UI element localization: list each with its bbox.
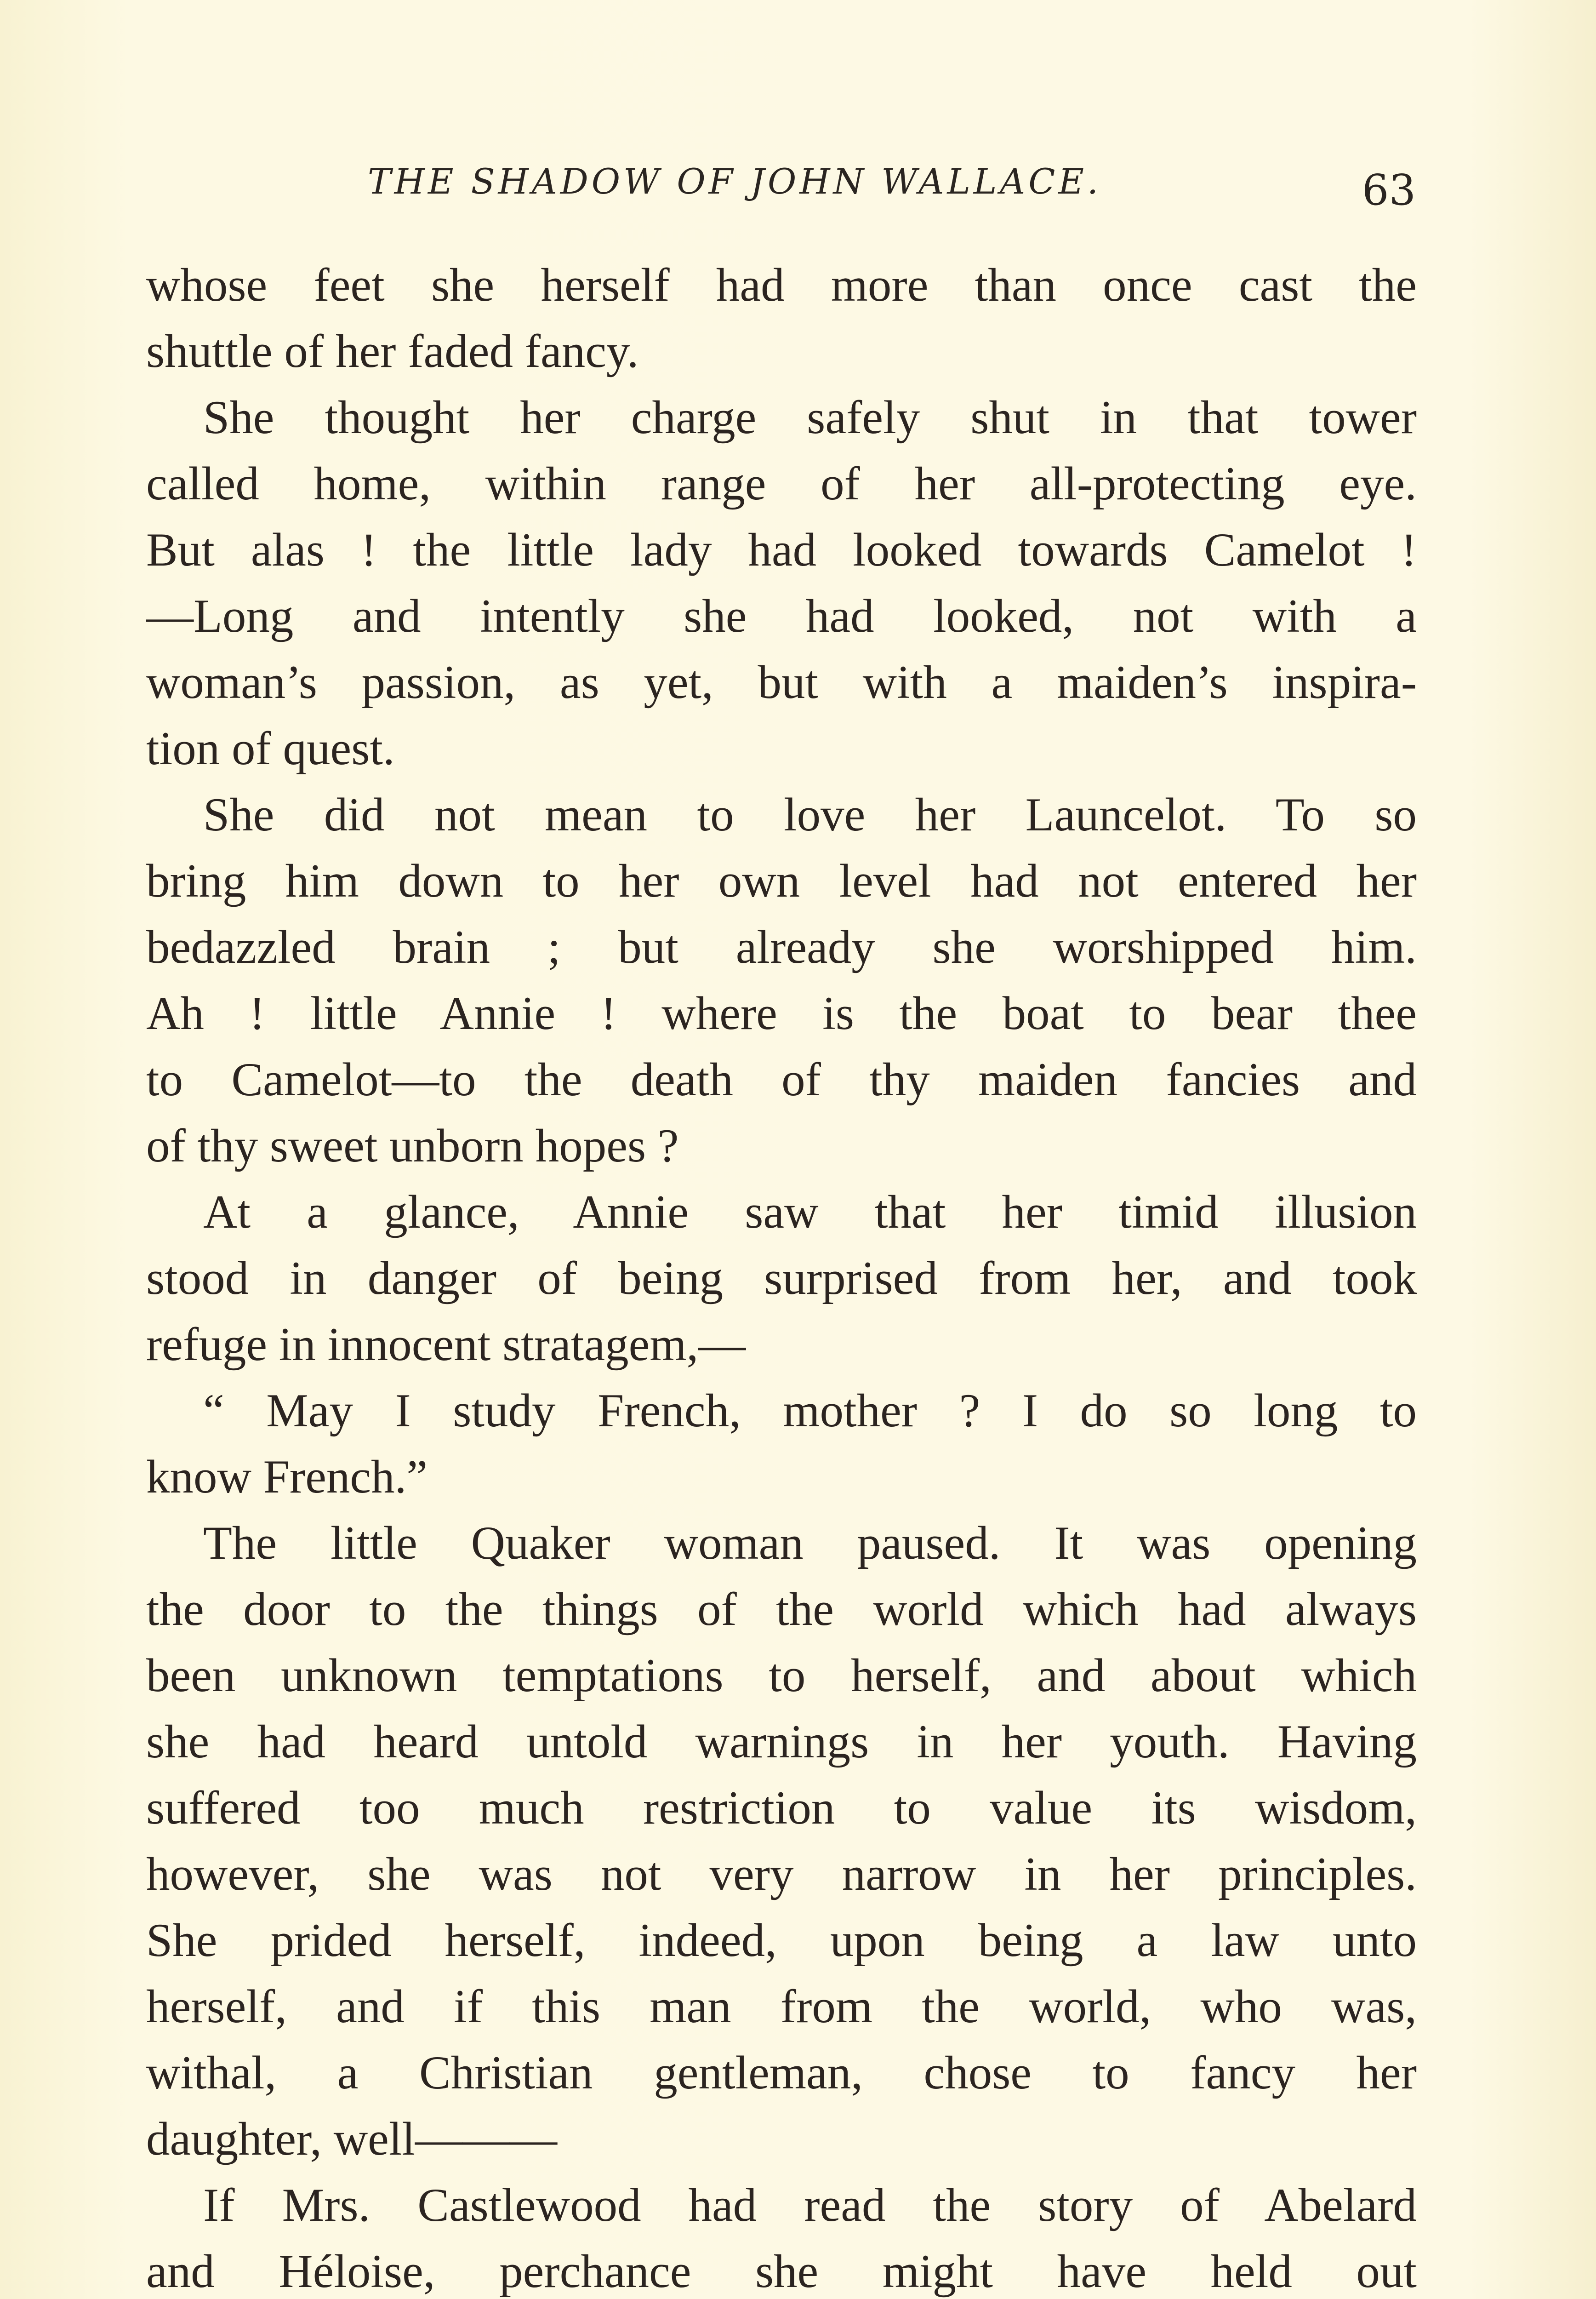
text-line: whose feet she herself had more than once cast the — [146, 259, 1417, 311]
text-line: refuge in innocent stratagem,— — [146, 1318, 746, 1371]
text-line: stood in danger of being surprised from her, and took — [146, 1252, 1417, 1304]
text-line: called home, within range of her all-protecting eye. — [146, 458, 1417, 510]
text-line: to Camelot—to the death of thy maiden fancies and — [146, 1053, 1417, 1106]
text-line: shuttle of her faded fancy. — [146, 325, 639, 377]
text-line: bring him down to her own level had not entered her — [146, 855, 1417, 907]
running-head — [147, 161, 1416, 216]
page-number: 63 — [1362, 166, 1416, 215]
text-line: the door to the things of the world which had always — [146, 1583, 1417, 1636]
text-line: She did not mean to love her Launcelot. To so — [203, 789, 1417, 841]
body-text — [146, 252, 1417, 2299]
text-line: Ah ! little Annie ! where is the boat to bear thee — [146, 987, 1417, 1040]
running-title: THE SHADOW OF JOHN WALLACE. — [368, 161, 1102, 202]
text-line: She prided herself, indeed, upon being a law unto — [146, 1914, 1417, 1967]
text-line: been unknown temptations to herself, and about which — [146, 1649, 1417, 1702]
text-line: If Mrs. Castlewood had read the story of Abelard — [203, 2179, 1417, 2231]
text-line: of thy sweet unborn hopes ? — [146, 1120, 679, 1172]
text-line: she had heard untold warnings in her youth. Having — [146, 1716, 1417, 1768]
text-line: “ May I study French, mother ? I do so long to — [203, 1384, 1417, 1437]
text-line: and Héloise, perchance she might have held out — [146, 2245, 1417, 2298]
text-line: know French.” — [146, 1451, 428, 1503]
text-line: bedazzled brain ; but already she worshipped him. — [146, 921, 1417, 973]
text-line: herself, and if this man from the world, who was, — [146, 1980, 1417, 2033]
text-line: however, she was not very narrow in her principles. — [146, 1848, 1417, 1900]
text-line: tion of quest. — [146, 722, 395, 775]
text-line: suffered too much restriction to value its wisdom, — [146, 1782, 1417, 1834]
text-line: withal, a Christian gentleman, chose to fancy her — [146, 2047, 1417, 2099]
text-line: —Long and intently she had looked, not with a — [146, 590, 1417, 642]
text-line: At a glance, Annie saw that her timid illusion — [203, 1186, 1417, 1238]
text-line: daughter, well——— — [146, 2113, 558, 2165]
text-line: She thought her charge safely shut in that tower — [203, 391, 1417, 444]
text-line: The little Quaker woman paused. It was opening — [203, 1517, 1417, 1569]
text-line: woman’s passion, as yet, but with a maiden’s inspira- — [146, 656, 1417, 709]
text-line: But alas ! the little lady had looked towards Camelot ! — [146, 524, 1417, 576]
